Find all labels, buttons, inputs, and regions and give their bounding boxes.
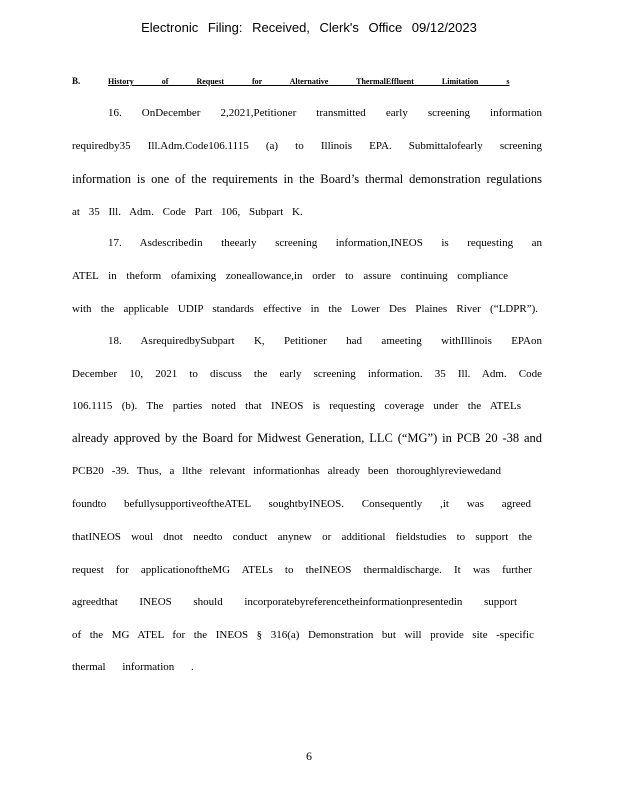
body-line: requiredby35 Ill.Adm.Code106.1115 (a) to Illinois EPA. Submittalofearly screening <box>72 140 542 152</box>
section-label: B. <box>72 76 81 86</box>
section-title: History of Request for Alternative ThermalEffluent Limitation s <box>108 77 510 86</box>
filing-stamp-header: Electronic Filing: Received, Clerk's Office 09/12/2023 <box>141 20 477 35</box>
body-line: of the MG ATEL for the INEOS § 316(a) Demonstration but will provide site -specific <box>72 629 534 641</box>
body-line: thermal information . <box>72 661 194 673</box>
section-heading <box>72 76 510 86</box>
body-line: 18. AsrequiredbySubpart K, Petitioner had ameeting withIllinois EPAon <box>108 335 542 347</box>
body-line: 17. Asdescribedin theearly screening information,INEOS is requesting an <box>108 237 542 249</box>
body-line: ATEL in theform ofamixing zoneallowance,in order to assure continuing compliance <box>72 270 508 282</box>
page-number: 6 <box>306 749 312 763</box>
body-line: with the applicable UDIP standards effective in the Lower Des Plaines River (“LDPR”). <box>72 303 538 315</box>
body-line: PCB20 -39. Thus, a llthe relevant informationhas already been thoroughlyreviewedand <box>72 465 501 477</box>
body-line: at 35 Ill. Adm. Code Part 106, Subpart K. <box>72 206 303 218</box>
body-line: December 10, 2021 to discuss the early screening information. 35 Ill. Adm. Code <box>72 368 542 380</box>
body-line: already approved by the Board for Midwest Generation, LLC (“MG”) in PCB 20 -38 and <box>72 431 542 445</box>
body-line: 16. OnDecember 2,2021,Petitioner transmitted early screening information <box>108 107 542 119</box>
body-line: request for applicationoftheMG ATELs to theINEOS thermaldischarge. It was further <box>72 564 532 576</box>
body-line: agreedthat INEOS should incorporatebyreferencetheinformationpresentedin support <box>72 596 517 608</box>
body-line: information is one of the requirements in the Board’s thermal demonstration regulations <box>72 172 542 186</box>
body-line: 106.1115 (b). The parties noted that INEOS is requesting coverage under the ATELs <box>72 400 521 412</box>
body-line: foundto befullysupportiveoftheATEL soughtbyINEOS. Consequently ,it was agreed <box>72 498 531 510</box>
body-line: thatINEOS woul dnot needto conduct anynew or additional fieldstudies to support the <box>72 531 532 543</box>
